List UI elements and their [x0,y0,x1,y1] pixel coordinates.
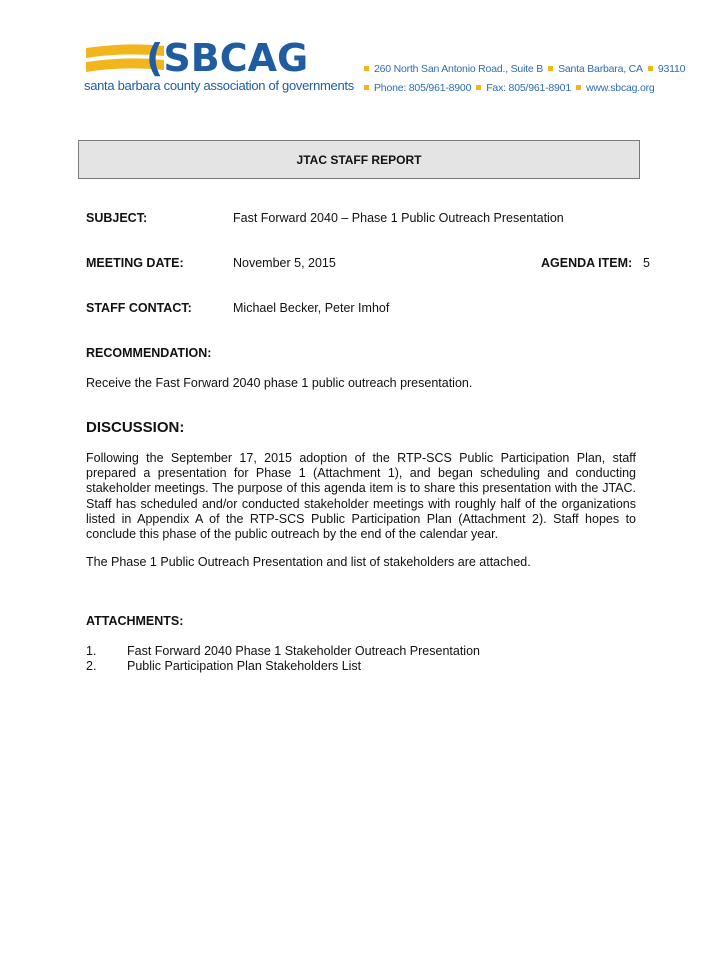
recommendation-heading: RECOMMENDATION: [86,346,212,360]
website-link[interactable]: www.sbcag.org [585,82,655,94]
agenda-item-label: AGENDA ITEM: [541,256,633,270]
logo-tagline: santa barbara county association of governments [84,78,354,93]
agenda-item-value: 5 [643,256,650,270]
meeting-date-value: November 5, 2015 [233,256,336,270]
report-title: JTAC STAFF REPORT [296,152,422,167]
attachment-title: Public Participation Plan Stakeholders List [127,659,362,673]
attachments-heading: ATTACHMENTS: [86,614,184,628]
attachment-item [86,659,361,673]
bullet-square-icon [648,66,653,71]
attachment-number: 1. [86,644,97,658]
discussion-heading: DISCUSSION: [86,419,185,436]
attachment-title: Fast Forward 2040 Phase 1 Stakeholder Outreach Presentation [127,644,480,658]
discussion-paragraph: Following the September 17, 2015 adoption of the RTP-SCS Public Participation Plan, staff prepared a presentation for Phase 1 (Attachment 1), and began scheduling and conducting stakeholder meetings. The purpose of this agenda item is to share this presentation with the JTAC. Staff has scheduled and/or conducted stakeholder meetings with roughly half of the organizations listed in Appendix A of the RTP-SCS Public Participation Plan (Attachment 2). Staff hopes to conclude this phase of the public outreach by the end of the calendar year. [86,451,636,542]
recommendation-text: Receive the Fast Forward 2040 phase 1 public outreach presentation. [86,376,473,390]
logo-brand-text: (SBCAG [146,36,309,80]
staff-contact-value: Michael Becker, Peter Imhof [233,301,390,315]
subject-value: Fast Forward 2040 – Phase 1 Public Outreach Presentation [233,211,564,225]
bullet-square-icon [364,66,369,71]
meeting-date-label: MEETING DATE: [86,256,184,270]
attachment-item [86,644,480,658]
bullet-square-icon [364,85,369,90]
report-title-box [78,140,640,179]
phone-line: Phone: 805/961-8900 Fax: 805/961-8901 www.sbcag.org [364,82,655,94]
sbcag-logo [84,36,354,116]
bullet-square-icon [576,85,581,90]
bullet-square-icon [548,66,553,71]
staff-contact-label: STAFF CONTACT: [86,301,192,315]
discussion-closing: The Phase 1 Public Outreach Presentation and list of stakeholders are attached. [86,555,531,569]
subject-label: SUBJECT: [86,211,148,225]
address-line: 260 North San Antonio Road., Suite B Santa Barbara, CA 93110 [364,63,685,75]
attachment-number: 2. [86,659,97,673]
bullet-square-icon [476,85,481,90]
